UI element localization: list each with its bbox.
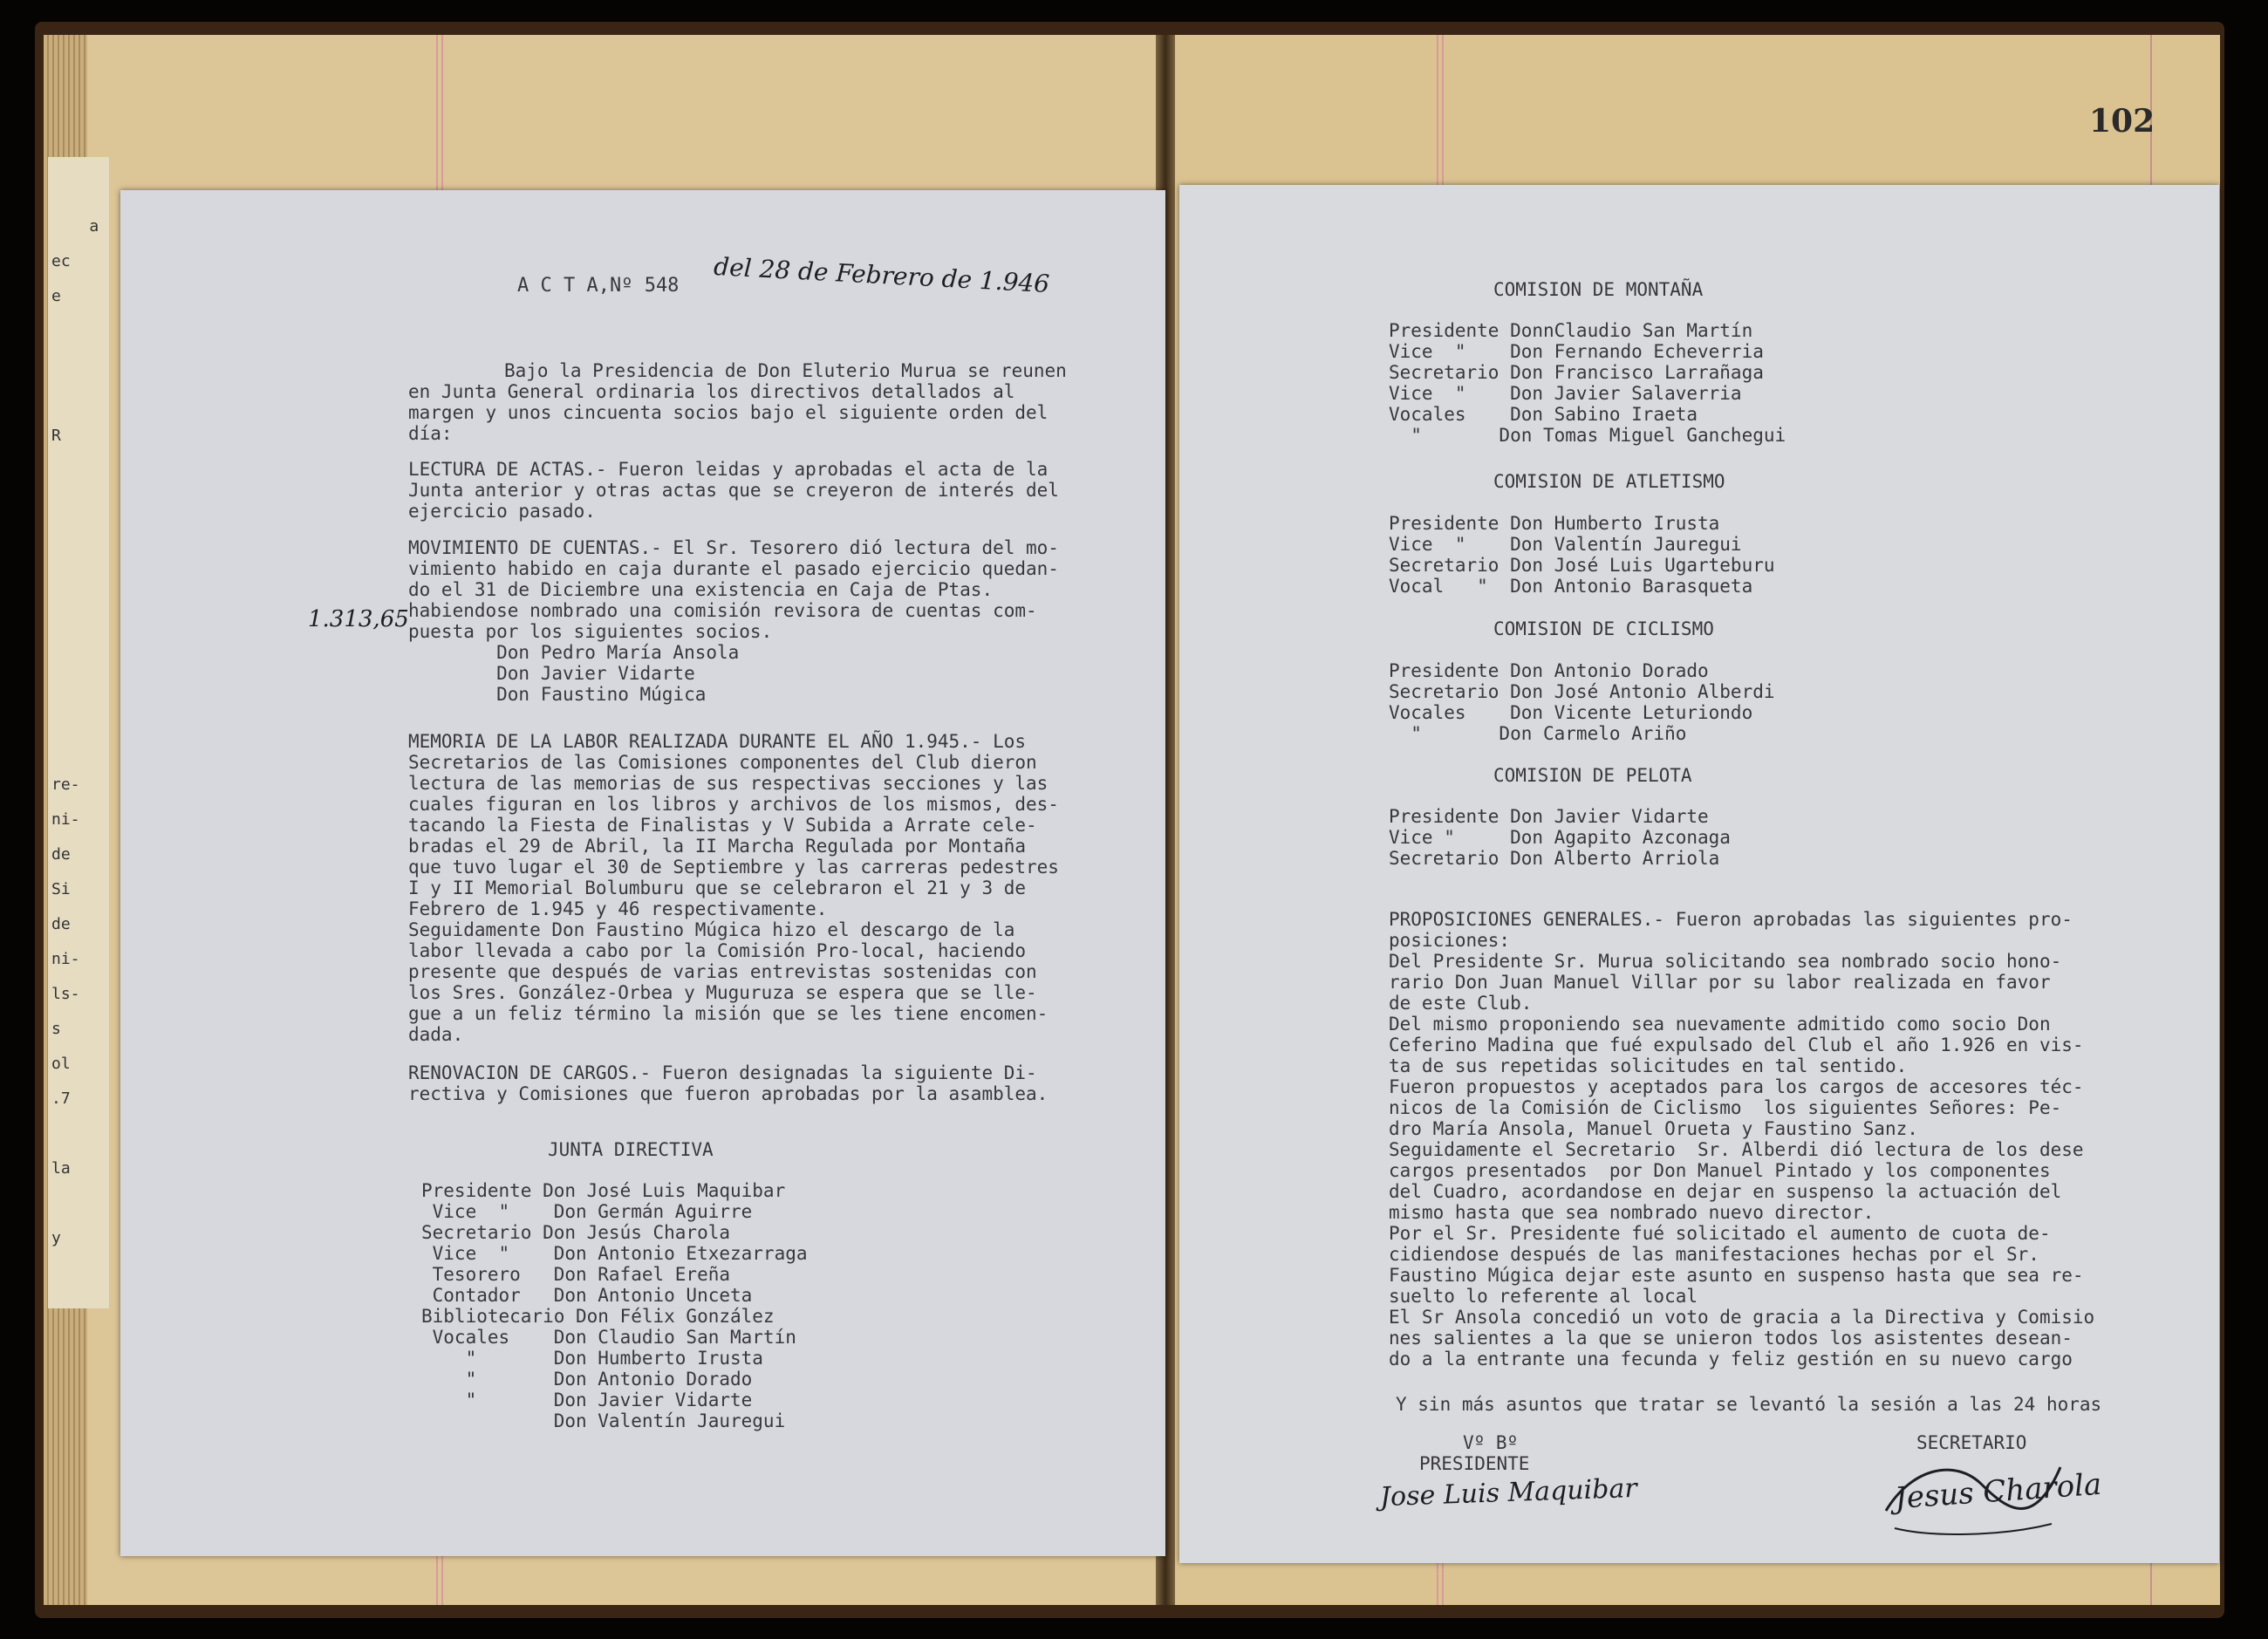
ciclismo-line: Presidente Don Antonio Dorado <box>1389 660 1709 681</box>
loose-leaf <box>48 157 109 1308</box>
movimiento-line: Don Javier Vidarte <box>408 663 695 684</box>
junta-line: Vocales Don Claudio San Martín <box>421 1327 796 1348</box>
atletismo-line: Vice " Don Valentín Jauregui <box>1389 534 1742 555</box>
junta-line: Presidente Don José Luis Maquibar <box>421 1180 786 1201</box>
junta-line: Bibliotecario Don Félix González <box>421 1306 775 1327</box>
proposiciones-line: nicos de la Comisión de Ciclismo los siguientes Señores: Pe- <box>1389 1097 2062 1118</box>
memoria-line: MEMORIA DE LA LABOR REALIZADA DURANTE EL AÑO 1.945.- Los <box>408 731 1027 752</box>
proposiciones-line: cidiendose después de las manifestaciones hechas por el Sr. <box>1389 1244 2039 1265</box>
junta-line: " Don Humberto Irusta <box>421 1348 763 1369</box>
junta-line: Tesorero Don Rafael Ereña <box>421 1264 731 1285</box>
proposiciones-line: rario Don Juan Manuel Villar por su labor realizada en favor <box>1389 972 2051 993</box>
montana-line: Vocales Don Sabino Iraeta <box>1389 404 1698 425</box>
atletismo-line: Presidente Don Humberto Irusta <box>1389 513 1720 534</box>
pelota-line: Secretario Don Alberto Arriola <box>1389 848 1720 869</box>
proposiciones-line: Ceferino Madina que fué expulsado del Club el año 1.926 en vis- <box>1389 1035 2084 1055</box>
movimiento-line: Don Pedro María Ansola <box>408 642 740 663</box>
memoria-line: Secretarios de las Comisiones componentes del Club dieron <box>408 752 1037 773</box>
movimiento-line: habiendose nombrado una comisión revisora de cuentas com- <box>408 600 1037 621</box>
amount-handwritten: 1.313,65 <box>308 606 409 632</box>
memoria-line: cuales figuran en los libros y archivos de los mismos, des- <box>408 794 1059 815</box>
proposiciones-line: Por el Sr. Presidente fué solicitado el aumento de cuota de- <box>1389 1223 2051 1244</box>
montana-heading: COMISION DE MONTAÑA <box>1493 279 1704 300</box>
proposiciones-line: do a la entrante una fecunda y feliz gestión en su nuevo cargo <box>1389 1349 2073 1369</box>
atletismo-heading: COMISION DE ATLETISMO <box>1493 471 1725 492</box>
proposiciones-line: de este Club. <box>1389 993 1533 1014</box>
renovacion-line: RENOVACION DE CARGOS.- Fueron designadas la siguiente Di- <box>408 1062 1037 1083</box>
proposiciones-line: suelto lo referente al local <box>1389 1286 1698 1307</box>
proposiciones-line: posiciones: <box>1389 930 1511 951</box>
memoria-line: Seguidamente Don Faustino Múgica hizo el descargo de la <box>408 919 1015 940</box>
acta-title: A C T A,Nº 548 <box>517 275 680 297</box>
junta-directiva-heading: JUNTA DIRECTIVA <box>548 1139 714 1160</box>
page-number: 102 <box>2089 103 2155 140</box>
junta-line: Vice " Don Germán Aguirre <box>421 1201 753 1222</box>
junta-line: Secretario Don Jesús Charola <box>421 1222 731 1243</box>
signature-secretario: Jesus Charola <box>1893 1466 2103 1517</box>
proposiciones-line: El Sr Ansola concedió un voto de gracia a la Directiva y Comisio <box>1389 1307 2095 1328</box>
proposiciones-line: PROPOSICIONES GENERALES.- Fueron aprobadas las siguientes pro- <box>1389 909 2073 930</box>
secretario-label: SECRETARIO <box>1916 1432 2027 1453</box>
proposiciones-line: Seguidamente el Secretario Sr. Alberdi dió lectura de los dese <box>1389 1139 2084 1160</box>
ciclismo-heading: COMISION DE CICLISMO <box>1493 618 1714 639</box>
intro-line: margen y unos cincuenta socios bajo el siguiente orden del <box>408 402 1049 423</box>
memoria-line: bradas el 29 de Abril, la II Marcha Regulada por Montaña <box>408 836 1027 857</box>
memoria-line: Febrero de 1.945 y 46 respectivamente. <box>408 898 828 919</box>
lectura-line: LECTURA DE ACTAS.- Fueron leidas y aprobadas el acta de la <box>408 459 1049 480</box>
typed-sheet-right <box>1179 185 2219 1563</box>
ciclismo-line: Vocales Don Vicente Leturiondo <box>1389 702 1753 723</box>
signature-flourish <box>1877 1450 2069 1546</box>
movimiento-line: puesta por los siguientes socios. <box>408 621 773 642</box>
lectura-line: ejercicio pasado. <box>408 501 596 522</box>
acta-date-handwritten: del 28 de Febrero de 1.946 <box>713 251 1050 299</box>
pelota-line: Presidente Don Javier Vidarte <box>1389 806 1709 827</box>
junta-line: Contador Don Antonio Unceta <box>421 1285 753 1306</box>
memoria-line: presente que después de varias entrevistas sostenidas con <box>408 961 1037 982</box>
movimiento-line: vimiento habido en caja durante el pasado ejercicio quedan- <box>408 558 1059 579</box>
junta-line: Vice " Don Antonio Etxezarraga <box>421 1243 808 1264</box>
pelota-line: Vice " Don Agapito Azconaga <box>1389 827 1731 848</box>
ciclismo-line: " Don Carmelo Ariño <box>1389 723 1687 744</box>
junta-line: Don Valentín Jauregui <box>421 1410 786 1431</box>
montana-line: Vice " Don Javier Salaverria <box>1389 383 1742 404</box>
closing-line: Y sin más asuntos que tratar se levantó la sesión a las 24 horas <box>1396 1394 2102 1415</box>
memoria-line: gue a un feliz término la misión que se les tiene encomen- <box>408 1003 1049 1024</box>
junta-line: " Don Javier Vidarte <box>421 1390 753 1410</box>
intro-line: día: <box>408 423 453 444</box>
memoria-line: labor llevada a cabo por la Comisión Pro-local, haciendo <box>408 940 1027 961</box>
montana-line: Secretario Don Francisco Larrañaga <box>1389 362 1764 383</box>
typed-sheet-left <box>120 190 1165 1556</box>
proposiciones-line: del Cuadro, acordandose en dejar en suspenso la actuación del <box>1389 1181 2062 1202</box>
atletismo-line: Secretario Don José Luis Ugarteburu <box>1389 555 1775 576</box>
pelota-heading: COMISION DE PELOTA <box>1493 765 1692 786</box>
montana-line: " Don Tomas Miguel Ganchegui <box>1389 425 1786 446</box>
movimiento-line: MOVIMIENTO DE CUENTAS.- El Sr. Tesorero dió lectura del mo- <box>408 537 1059 558</box>
movimiento-line: Don Faustino Múgica <box>408 684 707 705</box>
memoria-line: lectura de las memorias de sus respectivas secciones y las <box>408 773 1049 794</box>
proposiciones-line: Del Presidente Sr. Murua solicitando sea nombrado socio hono- <box>1389 951 2062 972</box>
proposiciones-line: Faustino Múgica dejar este asunto en suspenso hasta que sea re- <box>1389 1265 2084 1286</box>
memoria-line: I y II Memorial Bolumburu que se celebraron el 21 y 3 de <box>408 878 1027 898</box>
junta-line: " Don Antonio Dorado <box>421 1369 753 1390</box>
proposiciones-line: dro María Ansola, Manuel Orueta y Faustino Sanz. <box>1389 1118 1918 1139</box>
proposiciones-line: mismo hasta que sea nombrado nuevo director. <box>1389 1202 1875 1223</box>
proposiciones-line: nes salientes a la que se unieron todos los asistentes desean- <box>1389 1328 2073 1349</box>
proposiciones-line: Fueron propuestos y aceptados para los cargos de accesores téc- <box>1389 1076 2084 1097</box>
leaf-margin-text: a ec e R re- ni- de Si de ni- ls- s ol .7 la y <box>51 217 99 1247</box>
intro-line: en Junta General ordinaria los directivos detallados al <box>408 381 1015 402</box>
proposiciones-line: cargos presentados por Don Manuel Pintado y los componentes <box>1389 1160 2051 1181</box>
proposiciones-line: Del mismo proponiendo sea nuevamente admitido como socio Don <box>1389 1014 2051 1035</box>
memoria-line: que tuvo lugar el 30 de Septiembre y las carreras pedestres <box>408 857 1059 878</box>
montana-line: Vice " Don Fernando Echeverria <box>1389 341 1764 362</box>
montana-line: Presidente DonnClaudio San Martín <box>1389 320 1753 341</box>
memoria-line: tacando la Fiesta de Finalistas y V Subida a Arrate cele- <box>408 815 1037 836</box>
signature-presidente: Jose Luis Maquibar <box>1379 1472 1638 1513</box>
lectura-line: Junta anterior y otras actas que se creyeron de interés del <box>408 480 1059 501</box>
memoria-line: los Sres. González-Orbea y Muguruza se espera que se lle- <box>408 982 1037 1003</box>
vobo-label: Vº Bº <box>1463 1432 1519 1453</box>
presidente-label: PRESIDENTE <box>1419 1453 1530 1474</box>
intro-line: Bajo la Presidencia de Don Eluterio Murua se reunen <box>504 360 1067 381</box>
renovacion-line: rectiva y Comisiones que fueron aprobadas por la asamblea. <box>408 1083 1049 1104</box>
movimiento-line: do el 31 de Diciembre una existencia en Caja de Ptas. <box>408 579 994 600</box>
memoria-line: dada. <box>408 1024 464 1045</box>
atletismo-line: Vocal " Don Antonio Barasqueta <box>1389 576 1753 597</box>
ciclismo-line: Secretario Don José Antonio Alberdi <box>1389 681 1775 702</box>
proposiciones-line: ta de sus repetidas solicitudes en tal sentido. <box>1389 1055 1908 1076</box>
